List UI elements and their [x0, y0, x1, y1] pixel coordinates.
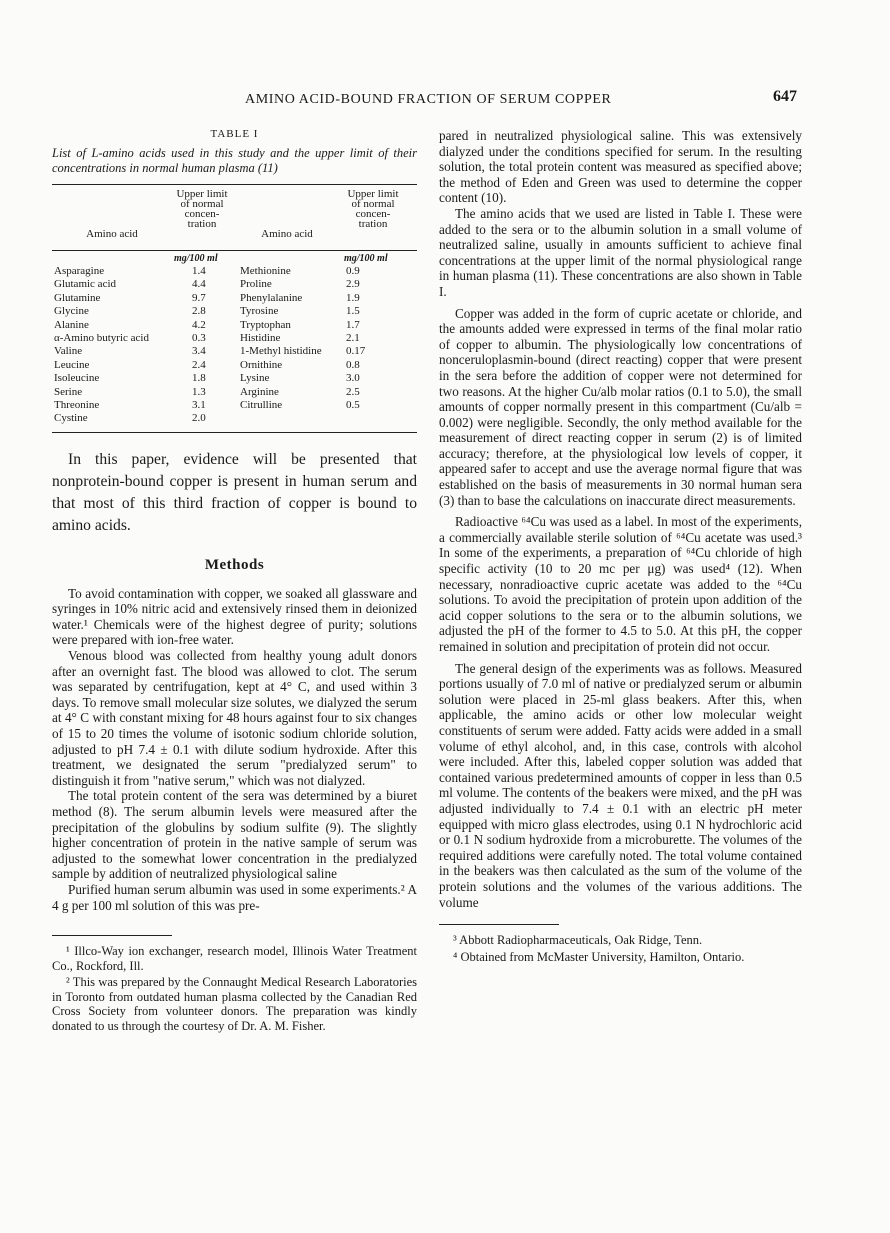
- upper-limit-value: 3.1: [192, 398, 206, 411]
- table-row: [52, 332, 417, 345]
- methods-paragraph-4: Purified human serum albumin was used in some experiments.² A 4 g per 100 ml solution of this was pre-: [52, 881, 417, 913]
- amino-acid-name: Ornithine: [240, 358, 283, 371]
- upper-limit-value: 2.5: [346, 385, 360, 398]
- amino-acid-name: Valine: [54, 345, 83, 358]
- footnote-3: ³ Abbott Radiopharmaceuticals, Oak Ridge, Tenn.: [453, 933, 703, 948]
- upper-limit-value: 0.5: [346, 398, 360, 411]
- upper-limit-value: 2.8: [192, 305, 206, 318]
- upper-limit-value: 3.4: [192, 345, 206, 358]
- upper-limit-value: 3.0: [346, 372, 360, 385]
- upper-limit-value: 1.9: [346, 291, 360, 304]
- page-number: 647: [773, 88, 797, 105]
- table-row: [52, 278, 417, 291]
- table-row: [52, 399, 417, 412]
- methods-paragraph-1: To avoid contamination with copper, we soaked all glassware and syringes in 10% nitric acid and extensively rinsed them in deionized water.¹ Chemicals were of the highest degree of purity; solutions were prepared with ion-free water.: [52, 585, 417, 648]
- footnote-4: ⁴ Obtained from McMaster University, Hamilton, Ontario.: [453, 949, 745, 964]
- amino-acid-name: Serine: [54, 385, 83, 398]
- table-row: [52, 372, 417, 385]
- table-row: [52, 386, 417, 399]
- amino-acid-name: Histidine: [240, 331, 281, 344]
- footnote-1: ¹ Illco-Way ion exchanger, research model, Illinois Water Treatment Co., Rockford, Ill.: [52, 944, 417, 973]
- right-column: [439, 128, 802, 966]
- footnote-rule-left: [52, 935, 172, 936]
- table-row: [52, 359, 417, 372]
- amino-acid-name: Phenylalanine: [240, 291, 303, 304]
- table-row: [52, 265, 417, 278]
- upper-limit-value: 1.3: [192, 385, 206, 398]
- amino-acid-name: Asparagine: [54, 265, 105, 277]
- units-label-2: mg/100 ml: [344, 253, 388, 264]
- amino-acid-name: Lysine: [240, 372, 270, 385]
- upper-limit-value: 2.0: [192, 412, 206, 425]
- upper-limit-value: 0.8: [346, 358, 360, 371]
- upper-limit-value: 4.2: [192, 318, 206, 331]
- methods-paragraph-2: Venous blood was collected from healthy young adult donors after an overnight fast. The blood was allowed to clot. The serum was separated by centrifugation, kept at 4° C, and used within 3 days. To remove small molecular size solutes, we dialyzed the serum at 4° C with constant mixing for 48 hours against four to six changes of 15 to 20 times the volume of isotonic sodium chloride solution, adjusted to pH 7.4 ± 0.1 with dilute sodium hydroxide. After this treatment, we designated the serum "predialyzed serum" to distinguish it from "native serum," which was not dialyzed.: [52, 648, 417, 788]
- right-paragraph-0: pared in neutralized physiological saline. This was extensively dialyzed under the conditions specified for serum. In the resulting solution, the total protein content was measured as specified above; the method of Eden and Green was used to determine the copper content (10).: [439, 128, 802, 206]
- right-paragraph-1: The amino acids that we used are listed in Table I. These were added to the sera or to the albumin solution in a small volume of neutralized saline, usually in amounts sufficient to achieve final concentrations at the upper limit of the normal physiological range in human plasma (11). These concentrations are also shown in Table I.: [439, 205, 802, 299]
- units-label-1: mg/100 ml: [174, 253, 218, 264]
- amino-acid-name: Citrulline: [240, 398, 283, 411]
- amino-acid-table: [52, 184, 417, 433]
- running-header: [0, 88, 890, 112]
- upper-limit-value: 4.4: [192, 278, 206, 291]
- amino-acid-name: Arginine: [240, 385, 279, 398]
- table-caption: List of L-amino acids used in this study and the upper limit of their concentrations in normal human plasma (11): [52, 146, 417, 175]
- upper-limit-value: 0.3: [192, 331, 206, 344]
- table-row: [52, 345, 417, 358]
- table-row: [52, 292, 417, 305]
- amino-acid-name: Isoleucine: [54, 372, 100, 385]
- upper-limit-value: 1.5: [346, 305, 360, 318]
- table-row: [52, 319, 417, 332]
- upper-limit-value: 1.7: [346, 318, 360, 331]
- table-body: [52, 265, 417, 426]
- upper-limit-value: 1.4: [192, 265, 206, 277]
- running-title: AMINO ACID-BOUND FRACTION OF SERUM COPPER: [245, 92, 612, 107]
- amino-acid-name: Threonine: [54, 398, 100, 411]
- upper-limit-value: 9.7: [192, 291, 206, 304]
- intro-paragraph: In this paper, evidence will be presented that nonprotein-bound copper is present in human serum and that most of this third fraction of copper is bound to amino acids.: [52, 450, 417, 534]
- upper-limit-value: 1.8: [192, 372, 206, 385]
- amino-acid-name: Glycine: [54, 305, 89, 318]
- amino-acid-name: Cystine: [54, 412, 88, 425]
- upper-limit-value: 2.4: [192, 358, 206, 371]
- amino-acid-name: Tryptophan: [240, 318, 291, 331]
- amino-acid-name: Methionine: [240, 265, 291, 277]
- header-upper-limit-2: Upper limit of normal concen- tration: [347, 188, 399, 230]
- table-row: [52, 412, 417, 425]
- table-header: [52, 185, 417, 250]
- footnote-rule-right: [439, 924, 559, 925]
- table-units-row: [52, 251, 417, 265]
- upper-limit-value: 0.9: [346, 265, 360, 277]
- header-amino-acid-1: Amino acid: [86, 228, 138, 240]
- amino-acid-name: Alanine: [54, 318, 89, 331]
- amino-acid-name: Glutamic acid: [54, 278, 117, 291]
- amino-acid-name: 1-Methyl histidine: [240, 345, 322, 358]
- amino-acid-name: Glutamine: [54, 291, 101, 304]
- amino-acid-name: Tyrosine: [240, 305, 279, 318]
- right-paragraph-3: Radioactive ⁶⁴Cu was used as a label. In most of the experiments, a commercially available sterile solution of ⁶⁴Cu acetate was used.³ In some of the experiments, a preparation of ⁶⁴Cu chloride of high specific activity (10 to 20 mc per μg) was used⁴ (12). When necessary, nonradioactive cupric acetate was added to the ⁶⁴Cu solutions. To avoid the precipitation of protein upon addition of the acid copper solutions to the sera or to the albumin solutions, we adjusted the pH of the former to 4.5 to 5.0. At this pH, the copper remained in solution and precipitation of protein did not occur.: [439, 514, 802, 654]
- upper-limit-value: 2.1: [346, 331, 360, 344]
- header-amino-acid-2: Amino acid: [261, 228, 313, 240]
- header-upper-limit-1: Upper limit of normal concen- tration: [176, 188, 228, 230]
- right-paragraph-4: The general design of the experiments was as follows. Measured portions usually of 7.0 ml of native or predialyzed serum or albumin solution were placed in 25-ml glass beakers. After this, when applicable, the amino acids or other low molecular weight constituents of serum were added. Fatty acids were added in a small volume of ethyl alcohol, and, in this case, controls with alcohol were included. After this, labeled copper solution was added that contained various predetermined amounts of copper in less than 0.5 ml volume. The contents of the beakers were mixed, and the pH was adjusted individually to 7.4 ± 0.1 with an electric pH meter equipped with micro glass electrodes, using 0.1 N hydrochloric acid or 0.1 N sodium hydroxide from a microburette. The volumes of the required additions were carefully noted. The total volume contained in the beakers was then calculated as the sum of the volume of the protein solutions and the volumes of the various additions. The volume: [439, 660, 802, 910]
- amino-acid-name: α-Amino butyric acid: [54, 331, 149, 344]
- methods-heading: Methods: [204, 556, 265, 573]
- amino-acid-name: Leucine: [54, 358, 90, 371]
- methods-paragraph-3: The total protein content of the sera was determined by a biuret method (8). The serum albumin levels were measured after the precipitation of the globulins by sodium sulfite (9). The slightly higher concentration of protein in the native sample of serum was adjusted to the somewhat lower concentration in the predialyzed sample by addition of neutralized physiological saline: [52, 788, 417, 882]
- upper-limit-value: 0.17: [346, 345, 366, 358]
- table-bottom-rule: [52, 432, 417, 433]
- right-paragraph-2: Copper was added in the form of cupric acetate or chloride, and the amounts added were expressed in terms of the final molar ratio of copper to albumin. The physiologically low concentrations of nonceruloplasmin-bound (direct reacting) copper that were present in the sera before the addition of copper were not determined for two reasons. At the higher Cu/alb molar ratios (0.1 to 5.0), the small amounts of copper normally present in this compartment (Cu/alb = 0.002) were negligible. Secondly, the only method available for the measurement of direct reacting copper in serum (2) is of limited accuracy; therefore, at the physiological low levels of copper, it appeared safer to accept and use the average normal figure that was established on the basis of measurements in 30 normal human sera (3) than to base the calculations on inaccurate direct measurements.: [439, 305, 802, 508]
- left-column: [52, 128, 417, 1035]
- table-label: TABLE I: [210, 128, 259, 140]
- table-row: [52, 305, 417, 318]
- footnote-2: ² This was prepared by the Connaught Medical Research Laboratories in Toronto from outdated human plasma collected by the Canadian Red Cross Society from volunteer donors. The preparation was kindly donated to us through the courtesy of Dr. A. M. Fisher.: [52, 975, 417, 1033]
- upper-limit-value: 2.9: [346, 278, 360, 291]
- amino-acid-name: Proline: [240, 278, 272, 291]
